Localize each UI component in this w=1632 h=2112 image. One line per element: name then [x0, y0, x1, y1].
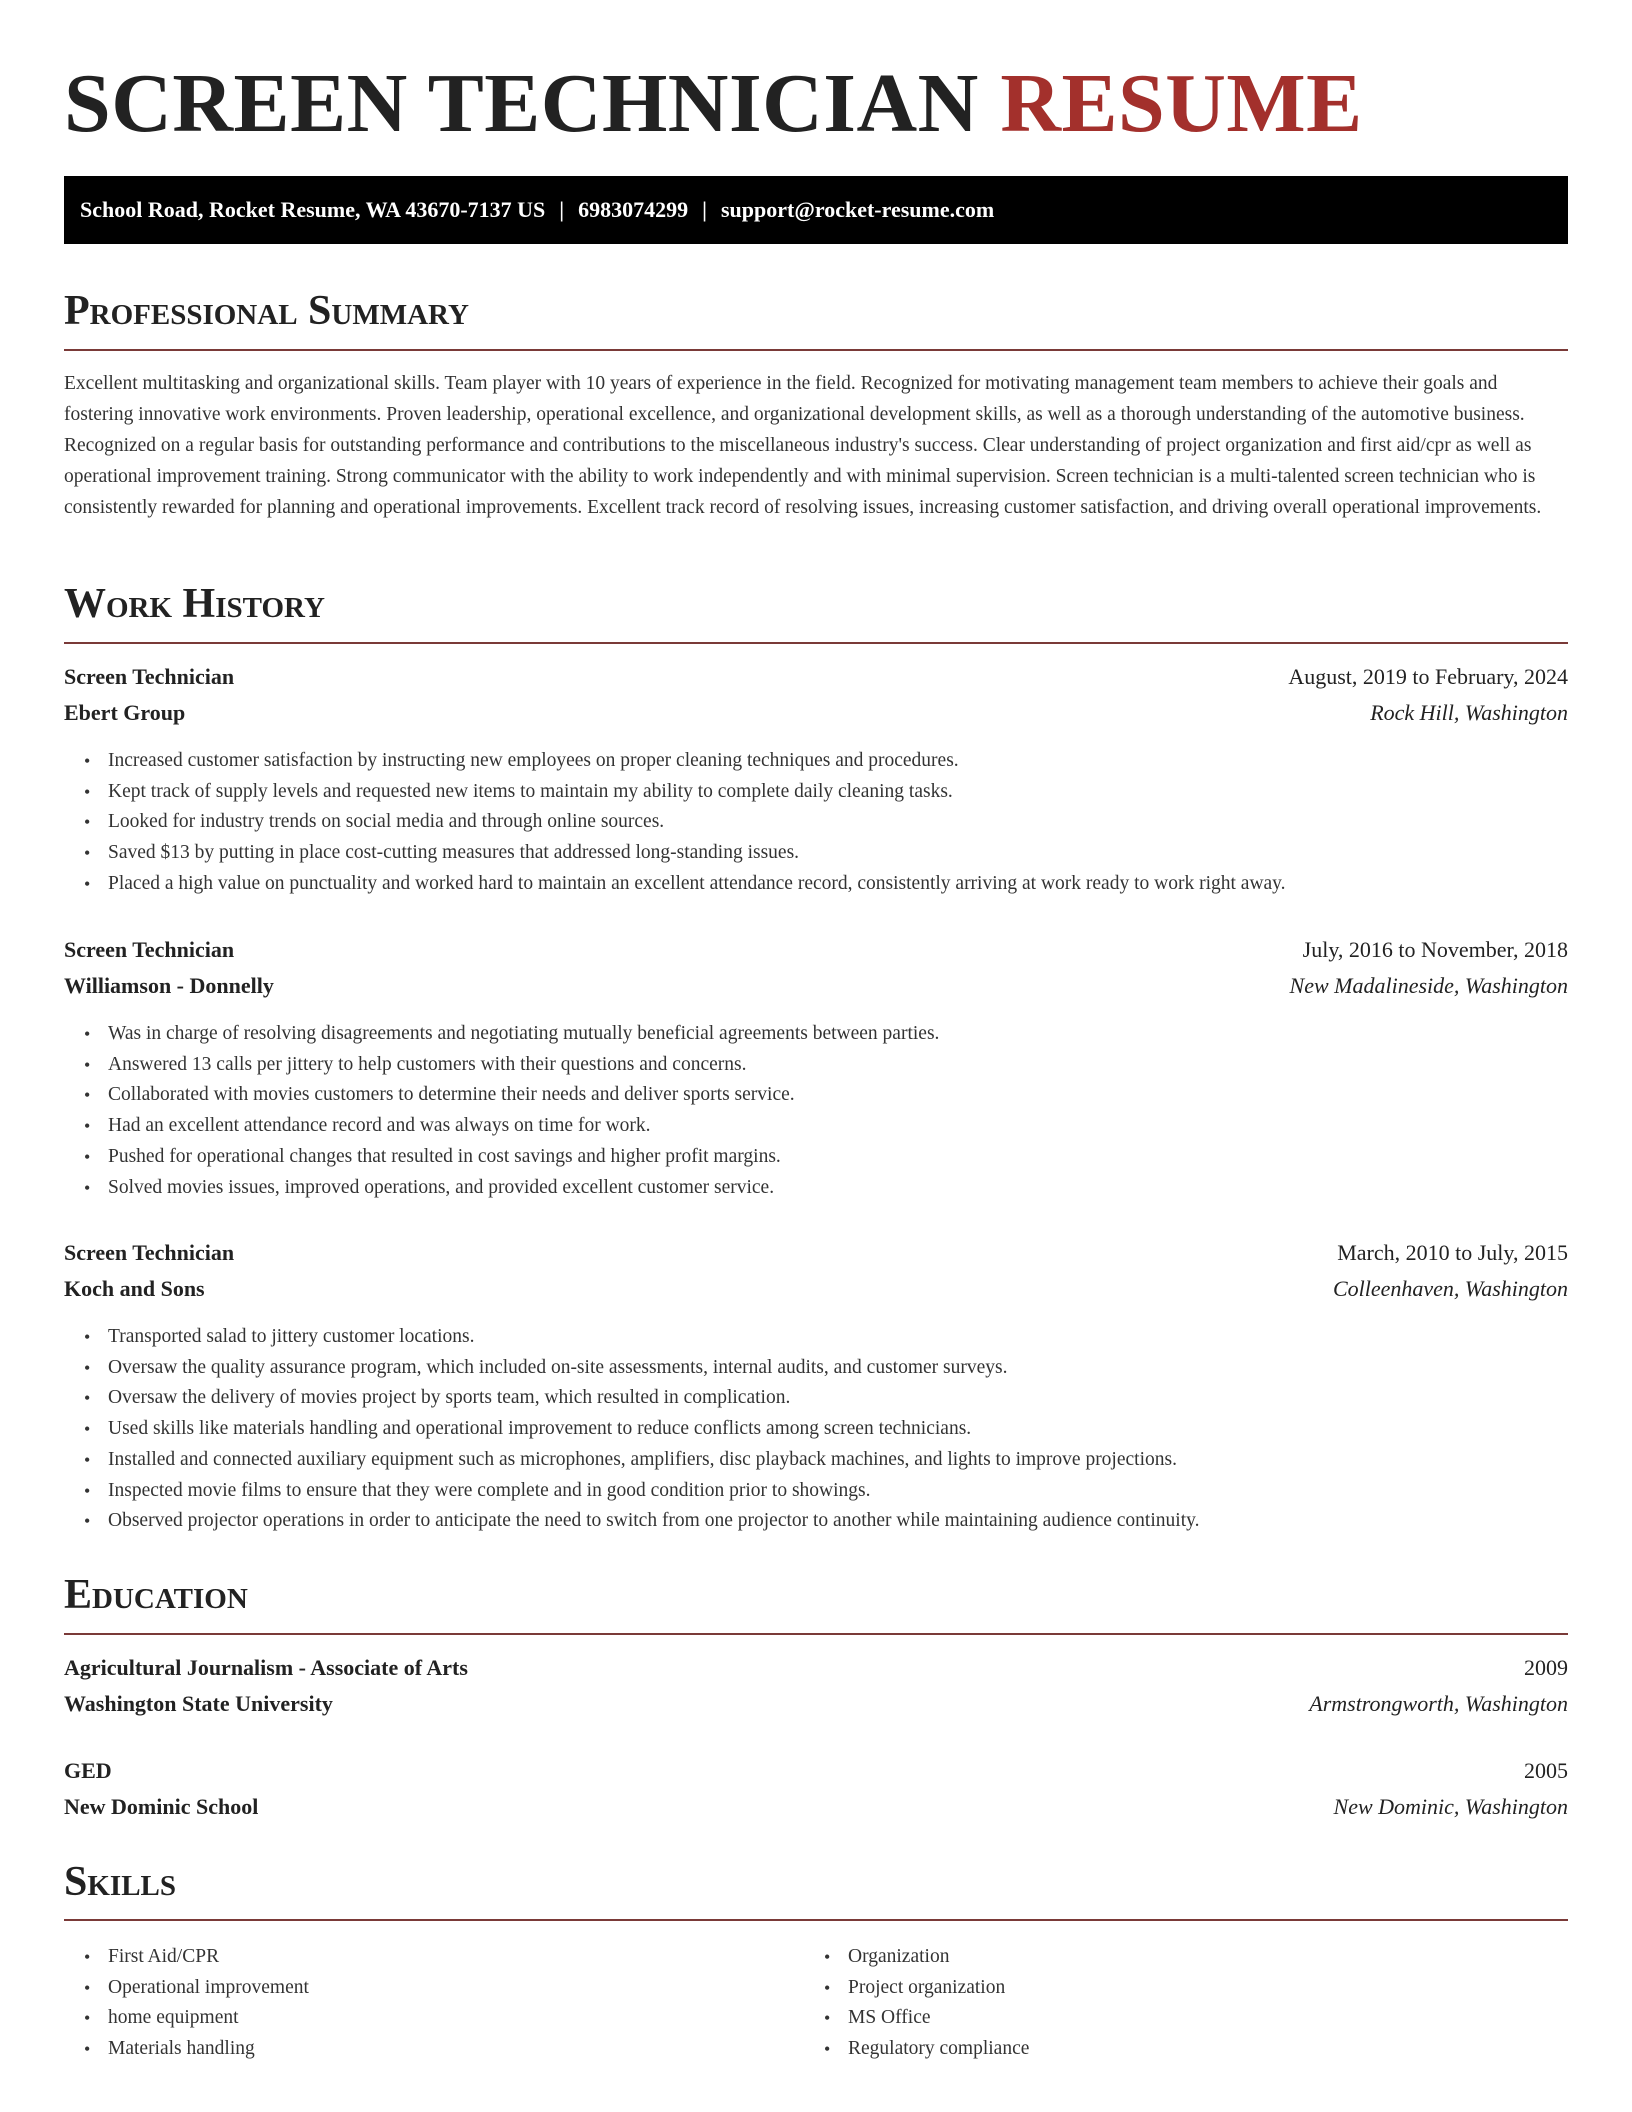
skill-item: • First Aid/CPR — [108, 1942, 808, 1973]
list-item: • Oversaw the delivery of movies project by sports team, which resulted in complication. — [108, 1383, 1548, 1414]
list-item: • Installed and connected auxiliary equipment such as microphones, amplifiers, disc playback machines, and lights to improve projections. — [108, 1445, 1548, 1476]
section-divider — [64, 349, 1568, 351]
education-year: 2005 — [1524, 1758, 1568, 1783]
summary-text: Excellent multitasking and organizational skills. Team player with 10 years of experience in the field. Recognized for motivating management team members to achieve their goals and fostering innovative work environments. Proven leadership, operational excellence, and organizational development skills, as well as a thorough understanding of the automotive business. Recognized on a regular basis for outstanding performance and contributions to the miscellaneous industry's success. Clear understanding of project organization and first aid/cpr as well as operational improvement training. Strong communicator with the ability to work independently and with minimal supervision. Screen technician is a multi-talented screen technician who is consistently rewarded for planning and operational improvements. Excellent track record of resolving issues, increasing customer satisfaction, and driving overall operational improvements. — [64, 373, 1542, 518]
skills-heading: Skills — [64, 1859, 177, 1905]
list-item: • Was in charge of resolving disagreements and negotiating mutually beneficial agreements between parties. — [108, 1019, 1548, 1050]
education-school: New Dominic School — [64, 1794, 259, 1819]
list-item: • Had an excellent attendance record and was always on time for work. — [108, 1111, 1548, 1142]
job-title: Screen Technician — [64, 664, 235, 689]
contact-separator: | — [702, 197, 707, 222]
job-location: Colleenhaven, Washington — [1332, 1276, 1568, 1301]
list-item: • Saved $13 by putting in place cost-cutting measures that addressed long-standing issues. — [108, 838, 1548, 869]
contact-bar — [64, 176, 1568, 244]
job-location: Rock Hill, Washington — [1370, 700, 1568, 725]
skill-item: • Materials handling — [108, 2034, 808, 2065]
title-accent: RESUME — [1000, 57, 1363, 150]
job-title: Screen Technician — [64, 937, 235, 962]
job-location: New Madalineside, Washington — [1289, 973, 1568, 998]
job-company: Ebert Group — [64, 700, 186, 725]
job-subheader — [64, 695, 1568, 731]
job-duties — [108, 1322, 1548, 1537]
work-history-heading: Work History — [64, 581, 325, 627]
skill-item: • Project organization — [848, 1973, 1548, 2004]
job-company: Williamson - Donnelly — [64, 973, 274, 998]
contact-separator: | — [559, 197, 565, 222]
education-year: 2009 — [1524, 1655, 1568, 1680]
list-item: • Looked for industry trends on social media and through online sources. — [108, 807, 1548, 838]
job-header — [64, 932, 1568, 968]
job-subheader — [64, 1271, 1568, 1307]
section-divider — [64, 642, 1568, 644]
list-item: • Collaborated with movies customers to determine their needs and deliver sports service. — [108, 1080, 1548, 1111]
list-item: • Observed projector operations in order to anticipate the need to switch from one projector to another while maintaining audience continuity. — [108, 1506, 1548, 1537]
list-item: • Transported salad to jittery customer locations. — [108, 1322, 1548, 1353]
job-duties — [108, 1019, 1548, 1203]
list-item: • Inspected movie films to ensure that they were complete and in good condition prior to showings. — [108, 1476, 1548, 1507]
list-item: • Used skills like materials handling and operational improvement to reduce conflicts among screen technicians. — [108, 1414, 1548, 1445]
job-subheader — [64, 968, 1568, 1004]
summary-heading: Professional Summary — [64, 288, 469, 334]
list-item: • Increased customer satisfaction by instructing new employees on proper cleaning techniques and procedures. — [108, 746, 1548, 777]
list-item: • Solved movies issues, improved operations, and provided excellent customer service. — [108, 1173, 1548, 1204]
education-location: New Dominic, Washington — [1333, 1794, 1568, 1819]
skill-item: • Organization — [848, 1942, 1548, 1973]
skill-item: • Regulatory compliance — [848, 2034, 1548, 2065]
contact-email: support@rocket-resume.com — [721, 197, 995, 222]
section-divider — [64, 1919, 1568, 1921]
job-header — [64, 659, 1568, 695]
education-subheader — [64, 1789, 1568, 1825]
list-item: • Placed a high value on punctuality and worked hard to maintain an excellent attendance record, consistently arriving at work ready to work right away. — [108, 869, 1548, 900]
skills-list-left — [108, 1942, 808, 2065]
job-duties — [108, 746, 1548, 900]
job-dates: July, 2016 to November, 2018 — [1302, 937, 1568, 962]
job-dates: March, 2010 to July, 2015 — [1337, 1240, 1568, 1265]
education-header — [64, 1753, 1568, 1789]
job-header — [64, 1235, 1568, 1271]
contact-address: School Road, Rocket Resume, WA 43670-7137 US — [80, 197, 546, 222]
job-title: Screen Technician — [64, 1240, 235, 1265]
education-subheader — [64, 1686, 1568, 1722]
job-dates: August, 2019 to February, 2024 — [1288, 664, 1568, 689]
education-header — [64, 1650, 1568, 1686]
skill-item: • MS Office — [848, 2003, 1548, 2034]
list-item: • Pushed for operational changes that resulted in cost savings and higher profit margins. — [108, 1142, 1548, 1173]
skill-item: • Operational improvement — [108, 1973, 808, 2004]
education-degree: Agricultural Journalism - Associate of Arts — [64, 1655, 468, 1680]
section-divider — [64, 1633, 1568, 1635]
education-school: Washington State University — [64, 1691, 333, 1716]
job-company: Koch and Sons — [64, 1276, 205, 1301]
list-item: • Oversaw the quality assurance program, which included on-site assessments, internal audits, and customer surveys. — [108, 1353, 1548, 1384]
skill-item: • home equipment — [108, 2003, 808, 2034]
list-item: • Answered 13 calls per jittery to help customers with their questions and concerns. — [108, 1050, 1548, 1081]
contact-phone: 6983074299 — [578, 197, 689, 222]
skills-list-right — [848, 1942, 1548, 2065]
list-item: • Kept track of supply levels and requested new items to maintain my ability to complete daily cleaning tasks. — [108, 777, 1548, 808]
education-heading: Education — [64, 1572, 248, 1618]
page-title — [64, 54, 1363, 154]
title-main: SCREEN TECHNICIAN — [64, 57, 979, 150]
education-degree: GED — [64, 1758, 112, 1783]
education-location: Armstrongworth, Washington — [1309, 1691, 1568, 1716]
